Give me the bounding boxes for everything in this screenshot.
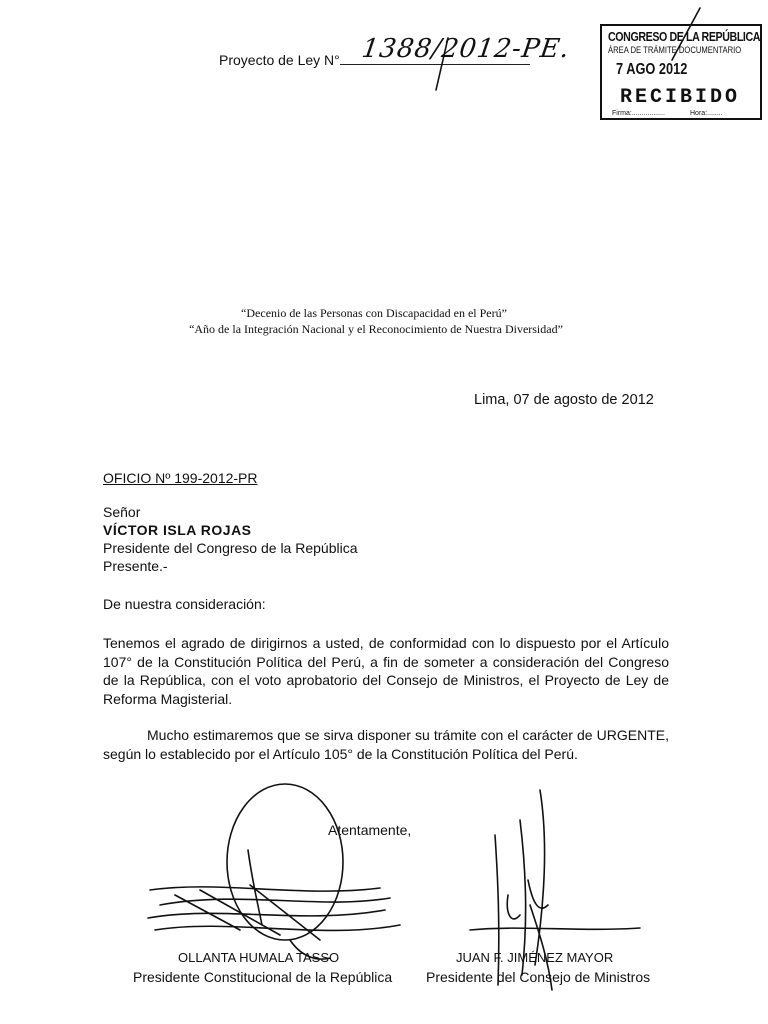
stamp-status: RECIBIDO [620,86,741,109]
proyecto-label-text: Proyecto de Ley N° [219,52,340,68]
proyecto-number-handwritten: 1388/2012-PE. [359,34,572,64]
motto-decenio: “Decenio de las Personas con Discapacidad en el Perú” [241,306,507,320]
stamp-area: ÁREA DE TRÁMITE DOCUMENTARIO [608,45,742,55]
salutation-title: Señor [103,504,141,520]
reception-stamp [600,24,762,120]
signer-2-name: JUAN F. JIMÉNEZ MAYOR [456,950,614,965]
stamp-hora: Hora:........ [690,110,723,117]
stamp-date: 7 AGO 2012 [616,61,688,78]
body-paragraph-2: Mucho estimaremos que se sirva disponer su trámite con el carácter de URGENTE, según lo establecido por el Artículo 105° de la Constitución Política del Perú. [103,727,669,762]
recipient-name: VÍCTOR ISLA ROJAS [103,522,252,538]
stamp-firma: Firma:................. [612,110,665,117]
signer-1-name: OLLANTA HUMALA TASSO [178,950,340,965]
closing: Atentamente, [328,822,412,838]
letter-date: Lima, 07 de agosto de 2012 [474,392,654,408]
recipient-position: Presidente del Congreso de la República [103,540,358,556]
body-paragraph-1: Tenemos el agrado de dirigirnos a usted, de conformidad con lo dispuesto por el Artículo 107° de la Constitución Política del Perú, a fin de someter a consideración del Congreso de la República, con el voto aprobatorio del Consejo de Ministros, el Proyecto de Ley de Reforma Magisterial. [103,635,669,707]
oficio-number: OFICIO Nº 199-2012-PR [103,470,258,486]
presente-line: Presente.- [103,558,168,574]
stamp-institution: CONGRESO DE LA REPÚBLICA [608,29,761,44]
greeting: De nuestra consideración: [103,596,266,612]
motto-ano: “Año de la Integración Nacional y el Reconocimiento de Nuestra Diversidad” [189,322,563,336]
signer-2-title: Presidente del Consejo de Ministros [426,969,651,985]
signer-1-title: Presidente Constitucional de la República [133,969,393,985]
